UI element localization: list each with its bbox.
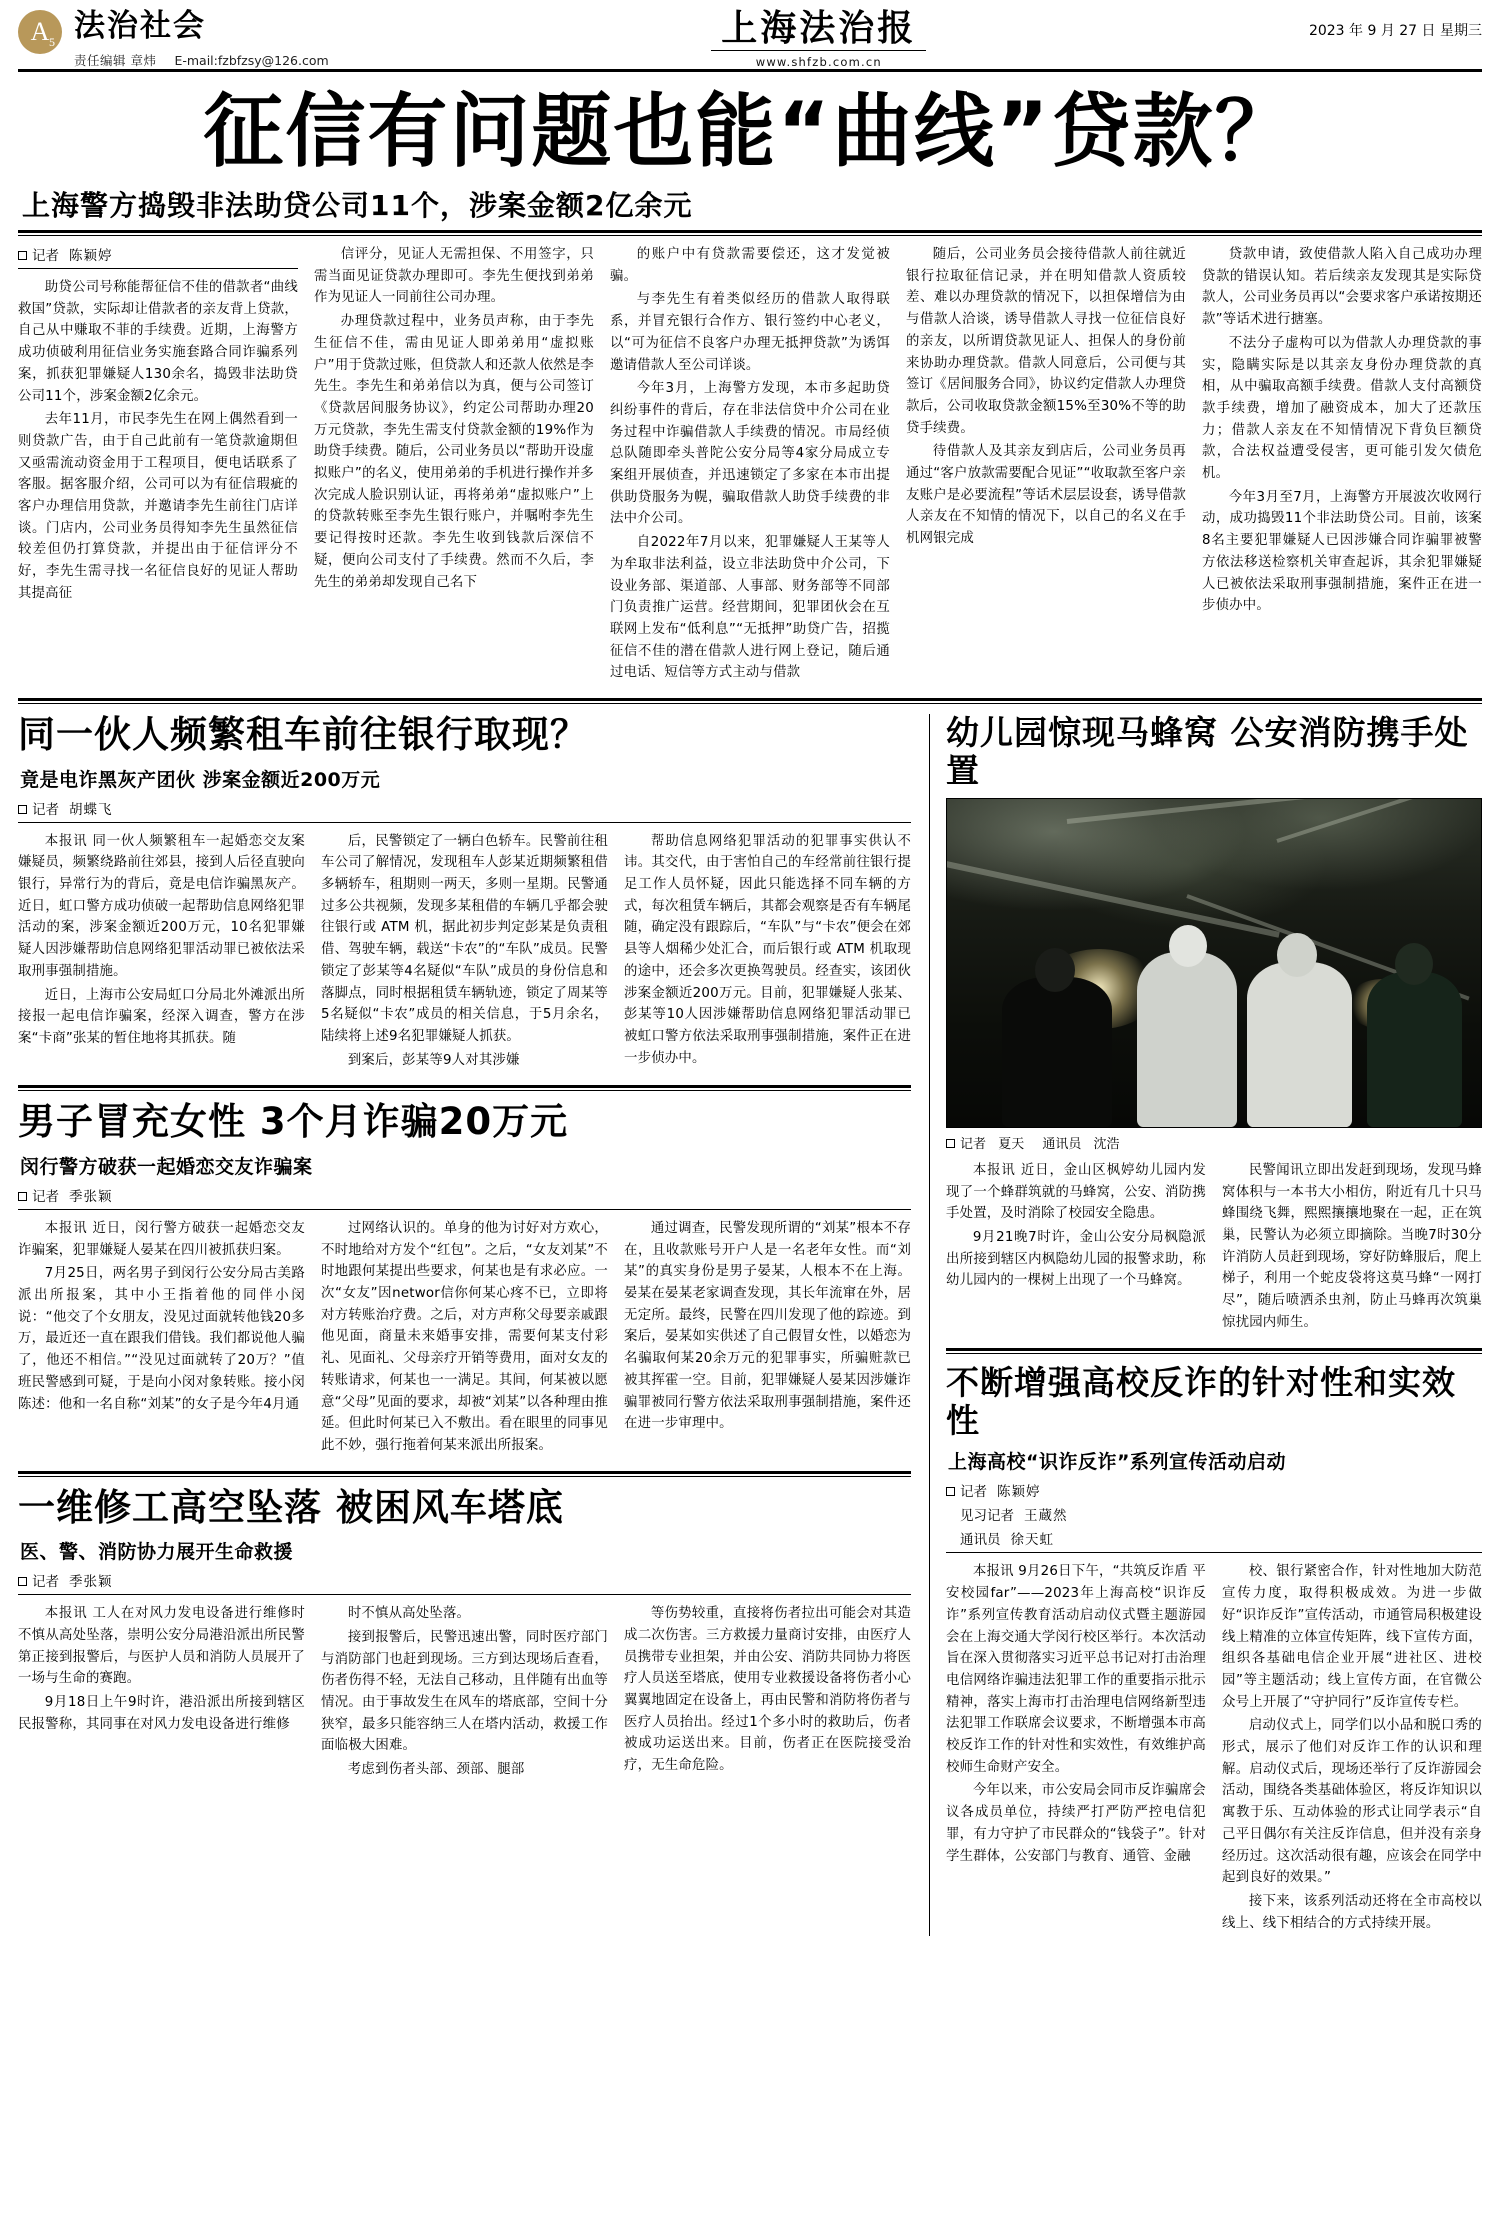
paragraph: 与李先生有着类似经历的借款人取得联系，并冒充银行合作方、银行签约中心老义，以“可为征信不良客户办理无抵押贷款”为诱饵邀请借款人至公司详谈。 <box>610 292 890 373</box>
article-columns <box>18 1218 911 1459</box>
divider <box>18 1209 911 1210</box>
paragraph: 本报讯 近日，金山区枫婷幼儿园内发现了一个蜂群筑就的马蜂窝，公安、消防携手处置，及时消除了校园安全隐患。 <box>946 1162 1207 1222</box>
caption-label: 记者 <box>960 1136 987 1152</box>
byline-label: 记者 <box>960 1484 988 1501</box>
byline-name: 陈颖婷 <box>69 248 113 264</box>
byline <box>18 1570 911 1590</box>
byline <box>18 1185 911 1205</box>
page-badge <box>18 10 62 54</box>
photo-person-firefighter <box>1137 952 1237 1127</box>
news-photo <box>946 798 1482 1128</box>
byline-label-3: 通讯员 <box>960 1532 1001 1549</box>
paragraph: 自2022年7月以来，犯罪嫌疑人王某等人为牟取非法利益，设立非法助贷中介公司，下设业务部、渠道部、人事部、财务部等不同部门负责推广运营。经营期间，犯罪团伙会在互联网上发布“低利息”“无抵押”助贷广告，招揽征信不佳的潜在借款人进行网上登记，随后通过电话、短信等方式主动与借款 <box>610 535 890 681</box>
paragraph: 等伤势较重，直接将伤者拉出可能会对其造成二次伤害。三方救援力量商讨安排，由医疗人员携带专业担架，并由公安、消防共同协力将医疗人员送至塔底，使用专业救援设备将伤者小心翼翼地固定在设备上，再由民警和消防将伤者与医疗人员抬出。经过1个多小时的救助后，伤者被成功运送出来。目前，伤者正在医院接受治疗，无生命危险。 <box>624 1606 912 1774</box>
col-2 <box>321 1603 608 1783</box>
col-2 <box>1222 1561 1482 1936</box>
paragraph: 办理贷款过程中，业务员声称，由于李先生征信不佳，需由见证人即弟弟用“虚拟账户”用于贷款过账，但贷款人和还款人依然是李先生。李先生和弟弟信以为真，便与公司签订《贷款居间服务协议》，约定公司帮助办理20万元贷款，李先生需支付贷款金额的19%作为助贷手续费。随后，公司业务员以“帮助开设虚拟账户”的名义，使用弟弟的手机进行操作并多次完成人脸识别认证，再将弟弟“虚拟账户”上的贷款转账至李先生银行账户，并嘱咐李先生要记得按时还款。李先生收到钱款后深信不疑，便向公司支付了手续费。然而不久后，李先生的弟弟却发现自己名下 <box>314 314 594 590</box>
col-2 <box>321 1218 608 1459</box>
article-repair-worker <box>18 1487 911 1783</box>
paragraph: 今年以来，市公安局会同市反诈骗席会议各成员单位，持续严打严防严控电信犯罪，有力守护了市民群众的“钱袋子”。针对学生群体，公安部门与教育、通管、金融 <box>946 1783 1207 1864</box>
caption-label-2: 通讯员 <box>1042 1136 1082 1152</box>
paragraph: 近日，上海市公安局虹口分局北外滩派出所接报一起电信诈骗案，经深入调查，警方在涉案“卡商”张某的暂住地将其抓获。随 <box>18 987 306 1046</box>
col-3 <box>624 831 911 1074</box>
photo-person-head <box>1169 925 1207 967</box>
divider <box>18 235 1482 236</box>
photo-caption <box>946 1133 1482 1152</box>
divider <box>18 703 1482 704</box>
byline-name: 季张颖 <box>69 1574 113 1591</box>
article-columns <box>18 1603 911 1783</box>
editor-line <box>74 51 329 69</box>
byline-label: 记者 <box>32 801 59 818</box>
paragraph: 信评分，见证人无需担保、不用签字，只需当面见证贷款办理即可。李先生便找到弟弟作为见证人一同前往公司办理。 <box>314 247 594 306</box>
article-impersonation-fraud <box>18 1101 911 1458</box>
paragraph: 本报讯 9月26日下午，“共筑反诈盾 平安校园far”——2023年上海高校“识诈反诈”系列宣传教育活动启动仪式暨主题游园会在上海交通大学闵行校区举行。本次活动旨在深入贯彻落实习近平总书记对打击治理电信网络诈骗违法犯罪工作的重要指示批示精神，落实上海市打击治理电信网络新型违法犯罪工作联席会议要求，不断增强本市高校反诈工作的针对性和实效性，有效维护高校师生命财产安全。 <box>946 1564 1207 1775</box>
bullet-icon <box>18 805 27 814</box>
article-title: 同一伙人频繁租车前往银行取现？ <box>18 713 588 757</box>
article-title: 幼儿园惊现马蜂窝 公安消防携手处置 <box>946 713 1469 790</box>
masthead <box>18 10 1482 72</box>
lead-col-5 <box>1202 244 1482 686</box>
paragraph: 本报讯 工人在对风力发电设备进行维修时不慎从高处坠落，崇明公安分局港沿派出所民警第正接到报警后，与医护人员和消防人员展开了一场与生命的赛跑。 <box>18 1606 306 1687</box>
article-car-rental <box>18 714 911 1073</box>
lead-col-2 <box>314 244 594 686</box>
divider <box>18 230 1482 233</box>
byline-name-3: 徐天虹 <box>1010 1532 1055 1549</box>
paragraph: 助贷公司号称能帮征信不佳的借款者“曲线救国”贷款，实际却让借款者的亲友背上贷款，自己从中赚取不菲的手续费。近期，上海警方成功侦破利用征信业务实施套路合同诈骗系列案，抓获犯罪嫌疑人130余名，捣毁非法助贷公司11个，涉案金额2亿余元。 <box>18 280 298 404</box>
divider <box>18 1594 911 1595</box>
lead-col-4 <box>906 244 1186 686</box>
paragraph: 本报讯 同一伙人频繁租车一起婚恋交友案嫌疑员，频繁绕路前往郊县，接到人后径直驶向银行，异常行为的背后，竟是电信诈骗黑灰产。近日，虹口警方成功侦破一起帮助信息网络犯罪活动的案，涉案金额近200万元，10名犯罪嫌疑人因涉嫌帮助信息网络犯罪活动罪已被依法采取刑事强制措施。 <box>18 833 306 979</box>
photo-wrapper <box>946 798 1482 1152</box>
editor-label: 责任编辑 章炜 <box>74 53 157 68</box>
col-1 <box>946 1160 1206 1336</box>
paragraph: 7月25日，两名男子到闵行公安分局古美路派出所报案，其中小王指着他的同伴小闵说：“他交了个女朋友，没见过面就转他钱20多万，最近还一直在跟我们借钱。我们都说他人骗了，他还不相信。”“没见过面就转了20万？”值班民警感到可疑，于是向小闵对象转账。接小闵陈述：他和一名自称“刘某”的女子是今年4月通 <box>18 1266 306 1412</box>
paper-brand <box>329 10 1309 69</box>
section-title: 法治社会 <box>74 8 206 44</box>
paragraph: 接到报警后，民警迅速出警，同时医疗部门与消防部门也赶到现场。三方到达现场后查看，伤者伤得不轻，无法自己移动，且伴随有出血等情况。由于事故发生在风车的塔底部，空间十分狭窄，最多只能容纳三人在塔内活动，救援工作面临极大困难。 <box>321 1629 609 1754</box>
col-1 <box>18 1603 305 1783</box>
divider <box>18 698 1482 701</box>
caption-name: 夏天 <box>998 1136 1025 1152</box>
right-column <box>929 714 1482 1936</box>
article-title: 不断增强高校反诈的针对性和实效性 <box>946 1362 1457 1440</box>
photo-person-officer <box>1002 977 1112 1127</box>
photo-person-head <box>1035 948 1075 992</box>
photo-person-officer-2 <box>1367 972 1462 1127</box>
paragraph: 时不慎从高处坠落。 <box>347 1606 471 1622</box>
col-3 <box>624 1603 911 1783</box>
caption-name-2: 沈浩 <box>1093 1136 1120 1152</box>
bullet-icon <box>18 251 27 260</box>
divider <box>18 268 298 269</box>
article-campus-antifraud <box>946 1364 1482 1937</box>
col-2 <box>1222 1160 1482 1336</box>
byline-label: 记者 <box>32 1574 59 1591</box>
paragraph: 不法分子虚构可以为借款人办理贷款的事实，隐瞒实际是以其亲友身份办理贷款的真相，从中骗取高额手续费。借款人支付高额贷款手续费，增加了融资成本，加大了还款压力；借款人亲友在不知情情况下背负巨额贷款，合法权益遭受侵害，更可能引发欠债危机。 <box>1202 335 1482 482</box>
paragraph: 帮助信息网络犯罪活动的犯罪事实供认不讳。其交代，由于害怕自己的车经常前往银行提足工作人员怀疑，因此只能选择不同车辆的方式，每次租赁车辆后，其都会观察是否有车辆尾随，确定没有跟踪后，“车队”与“卡农”便会在郊县等人烟稀少处汇合，而后银行或 ATM 机取现的途中，还会多次更换驾驶员。经查实，该团伙涉案金额近200万元。目前，犯罪嫌疑人张某、彭某等10人因涉嫌帮助信息网络犯罪活动罪已被虹口警方依法采取刑事强制措施，案件正在进一步侦办中。 <box>624 833 912 1066</box>
byline <box>946 1480 1482 1500</box>
byline-name-2: 王蔵然 <box>1024 1508 1068 1525</box>
paragraph: 今年3月，上海警方发现，本市多起助贷纠纷事件的背后，存在非法信贷中介公司在业务过程中诈骗借款人手续费的情况。市局经侦总队随即牵头普陀公安分局等4家分局成立专案组开展侦查，并迅速锁定了多家在本市出提供助贷服务为幌，骗取借款人助贷手续费的非法中介公司。 <box>610 381 890 527</box>
byline-name: 胡蝶飞 <box>69 801 113 818</box>
divider <box>18 1476 911 1477</box>
paragraph: 启动仪式上，同学们以小品和脱口秀的形式，展示了他们对反诈工作的认识和理解。启动仪式后，现场还举行了反诈游园会活动，围绕各类基础体验区，将反诈知识以寓教于乐、互动体验的形式让同学表示“自己平日偶尔有关注反诈信息，但并没有亲身经历过。这次活动很有趣，应该会在同学中起到良好的效果。” <box>1222 1718 1482 1886</box>
bullet-icon <box>946 1487 955 1496</box>
paragraph: 今年3月至7月，上海警方开展波次收网行动，成功捣毁11个非法助贷公司。目前，该案8名主要犯罪嫌疑人已因涉嫌合同诈骗罪被警方依法移送检察机关审查起诉，其余犯罪嫌疑人已被依法采取刑事强制措施，案件正在进一步侦办中。 <box>1202 489 1482 614</box>
paragraph: 民警闻讯立即出发赶到现场，发现马蜂窝体积与一本书大小相仿，附近有几十只马蜂围绕飞舞，熙熙攘攘地聚在一起，正在筑巢，民警认为必须立即摘除。当晚7时30分许消防人员赶到现场，穿好防蜂服后，爬上梯子，利用一个蛇皮袋将这莫马蜂“一网打尽”，随后喷洒杀虫剂，防止马蜂再次筑巢惊扰园内师生。 <box>1222 1162 1482 1330</box>
lead-columns <box>18 244 1482 686</box>
lead-headline: 征信有问题也能“曲线”贷款？ <box>203 85 1297 178</box>
col-1 <box>946 1561 1206 1936</box>
divider <box>946 1552 1482 1553</box>
article-subtitle: 医、警、消防协力展开生命救援 <box>20 1541 294 1564</box>
paragraph: 过网络认识的。单身的他为讨好对方欢心，不时地给对方发个“红包”。之后，“女友刘某”不时地跟何某提出些要求，何某也是有求必应。一次“女友”因networ信你何某心疼不已，立即将对方转账治疗费。之后，对方声称父母要亲戚跟他见面，商量未来婚事安排，需要何某支付彩礼、见面礼、父母亲疗开销等费用，面对女友的转账请求，何某也一一满足。其间，何某被以愿意“父母”见面的要求，却被“刘某”以各种理由推延。但此时何某已入不敷出。看在眼里的同事见此不妙，强行拖着何某来派出所报案。 <box>321 1220 609 1453</box>
badge-letter: A <box>30 17 50 46</box>
article-title: 男子冒充女性 3个月诈骗20万元 <box>18 1100 569 1144</box>
divider <box>946 1353 1482 1354</box>
byline-label: 记者 <box>32 1188 59 1205</box>
section-block <box>74 10 329 69</box>
article-subtitle: 竟是电诈黑灰产团伙 涉案金额近200万元 <box>20 768 381 791</box>
article-subtitle: 闵行警方破获一起婚恋交友诈骗案 <box>20 1155 313 1178</box>
photo-person-head <box>1395 943 1433 985</box>
paragraph: 后，民警锁定了一辆白色轿车。民警前往租车公司了解情况，发现租车人彭某近期频繁租借多辆轿车，租期则一两天，多则一星期。民警通过多公共视频，发现多某租借的车辆几乎都会驶往银行或 ATM 机，据此初步判定彭某是负责租借、驾驶车辆，载送“卡农”的“车队”成员。民警锁定了彭某等4名疑似“车队”成员的身份信息和落脚点，同时根据租赁车辆轨迹，锁定了周某等5名疑似“卡农”成员的相关信息，于5月余名，陆续将上述9名犯罪嫌疑人抓获。 <box>321 833 609 1044</box>
divider <box>18 1471 911 1474</box>
byline-label-2: 见习记者 <box>960 1508 1015 1525</box>
paragraph: 去年11月，市民李先生在网上偶然看到一则贷款广告，由于自己此前有一笔贷款逾期但又亟需流动资金用于工程项目，便电话联系了客服。据客服介绍，公司可以为有征信瑕疵的客户办理信用贷款，并邀请李先生前往门店详谈。门店内，公司业务员得知李先生虽然征信较差但仍打算贷款，并提出由于征信评分不好，李先生需寻找一名征信良好的见证人帮助其提高征 <box>18 412 298 601</box>
col-1 <box>18 831 305 1074</box>
paper-url: www.shfzb.com.cn <box>755 54 882 69</box>
byline-label: 记者 <box>32 248 59 264</box>
lead-col-1 <box>18 244 298 686</box>
paragraph: 考虑到伤者头部、颈部、腿部 <box>347 1762 525 1778</box>
divider <box>946 1348 1482 1351</box>
paragraph: 接下来，该系列活动还将在全市高校以线上、线下相结合的方式持续开展。 <box>1222 1893 1482 1931</box>
paragraph: 9月21晚7时许，金山公安分局枫隐派出所接到辖区内枫隐幼儿园的报警求助，称幼儿园内的一棵树上出现了一个马蜂窝。 <box>946 1230 1207 1289</box>
bullet-icon <box>18 1577 27 1586</box>
article-wasp-nest <box>946 714 1482 1336</box>
byline <box>18 798 911 818</box>
badge-number: 5 <box>49 35 55 49</box>
col-1 <box>18 1218 305 1459</box>
paragraph: 待借款人及其亲友到店后，公司业务员再通过“客户放款需要配合见证”“收取款至客户亲友账户是必要流程”等话术层层设套，诱导借款人亲友在不知情的情况下，以自己的名义在手机网银完成 <box>906 444 1186 547</box>
col-3 <box>624 1218 911 1459</box>
paragraph: 本报讯 近日，闵行警方破获一起婚恋交友诈骗案，犯罪嫌疑人晏某在四川被抓获归案。 <box>18 1220 306 1258</box>
byline-name: 陈颖婷 <box>997 1484 1041 1501</box>
publication-date: 2023 年 9 月 27 日 星期三 <box>1308 23 1482 39</box>
editor-email: E-mail:fzbfzsy@126.com <box>174 53 329 68</box>
paragraph: 通过调查，民警发现所谓的“刘某”根本不存在，且收款账号开户人是一名老年女性。而“刘某”的真实身份是男子晏某，人根本不在上海。晏某在晏某老家调查发现，其长年流窜在外，居无定所。最终，民警在四川发现了他的踪迹。到案后，晏某如实供述了自己假冒女性，以婚恋为名骗取何某20余万元的犯罪事实，所骗赃款已被其挥霍一空。目前，犯罪嫌疑人晏某因涉嫌诈骗罪被同行警方依法采取刑事强制措施，案件还在进一步审理中。 <box>624 1220 912 1432</box>
paper-title: 上海法治报 <box>711 10 926 51</box>
divider <box>18 1085 911 1088</box>
bullet-icon <box>946 1139 955 1148</box>
divider <box>18 822 911 823</box>
photo-person-head <box>1277 933 1317 977</box>
article-subtitle: 上海高校“识诈反诈”系列宣传活动启动 <box>948 1451 1287 1474</box>
divider <box>18 1090 911 1091</box>
byline-3 <box>946 1528 1482 1548</box>
article-title: 一维修工高空坠落 被困风车塔底 <box>18 1485 564 1529</box>
lead-col-3 <box>610 244 890 686</box>
lead-subheadline: 上海警方捣毁非法助贷公司11个，涉案金额2亿余元 <box>22 189 693 222</box>
byline-name: 季张颖 <box>69 1188 113 1205</box>
paragraph: 随后，公司业务员会接待借款人前往就近银行拉取征信记录，并在明知借款人资质较差、难以办理贷款的情况下，以担保增信为由与借款人洽谈，诱导借款人寻找一位征信良好的亲友，以所谓贷款见证人、担保人的身份前来协助办理贷款。借款人同意后，公司便与其签订《居间服务合同》，协议约定借款人办理贷款后，公司收取贷款金额15%至30%不等的助贷手续费。 <box>906 247 1186 436</box>
paragraph: 9月18日上午9时许，港沿派出所接到辖区民报警称，其同事在对风力发电设备进行维修 <box>18 1694 306 1732</box>
paragraph: 的账户中有贷款需要偿还，这才发觉被骗。 <box>610 247 890 284</box>
article-columns <box>946 1561 1482 1936</box>
paragraph: 校、银行紧密合作，针对性地加大防范宣传力度，取得积极成效。为进一步做好“识诈反诈”宣传活动，市通管局积极建设线上精准的立体宣传矩阵，线下宣传方面，组织各基础电信企业开展“进社区、进校园”等主题活动；线上宣传方面，在官微公众号上开展了“守护同行”反诈宣传专栏。 <box>1222 1564 1482 1710</box>
col-2 <box>321 831 608 1074</box>
byline-2 <box>946 1504 1482 1524</box>
paragraph: 贷款申请，致使借款人陷入自己成功办理贷款的错误认知。若后续亲友发现其是实际贷款人，公司业务员再以“会要求客户承诺按期还款”等话术进行搪塞。 <box>1202 247 1482 328</box>
article-columns <box>18 831 911 1074</box>
article-columns <box>946 1160 1482 1336</box>
photo-person-protective-suit <box>1247 962 1352 1127</box>
bullet-icon <box>18 1192 27 1201</box>
lead-article <box>18 85 1482 686</box>
byline <box>18 244 298 264</box>
paragraph: 到案后，彭某等9人对其涉嫌 <box>347 1052 520 1068</box>
